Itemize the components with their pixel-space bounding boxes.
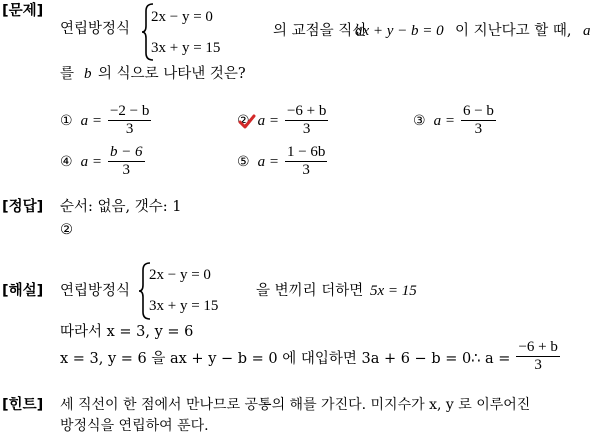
- choice-2-mark: [237, 113, 250, 129]
- solution-line3-denominator: 3: [534, 356, 542, 373]
- solution-line2: 따라서 x = 3, y = 6: [60, 324, 194, 340]
- solution-text-after-system: 을 변끼리 더하면: [256, 283, 364, 299]
- solution-line3-text: x = 3, y = 6 을 ax + y − b = 0 에 대입하면 3a + 6 − b = 0∴ a =: [60, 350, 511, 367]
- choice-1[interactable]: [60, 104, 151, 138]
- choice-4-denominator: 3: [122, 161, 130, 178]
- choice-5-numerator: 1 − 6b: [286, 144, 326, 160]
- answer-order-count: 순서: 없음, 갯수: 1: [60, 199, 182, 215]
- solution-line3: [60, 340, 560, 374]
- problem-line2-text: 의 식으로 나타낸 것은?: [98, 66, 246, 82]
- problem-var-b: b: [84, 66, 92, 82]
- choice-3[interactable]: [413, 104, 496, 138]
- choice-1-denominator: 3: [125, 120, 134, 137]
- choice-4-lhs: a =: [80, 153, 102, 170]
- solution-system-eq2: 3x + y = 15: [149, 298, 219, 314]
- answer-tag: [정답]: [2, 199, 44, 215]
- choice-4-numerator: b − 6: [109, 144, 143, 160]
- answer-value: ②: [60, 222, 73, 238]
- choice-4[interactable]: [60, 145, 145, 179]
- choice-4-mark: ④: [60, 154, 73, 170]
- problem-system-eq1: 2x − y = 0: [151, 9, 213, 25]
- solution-line3-numerator: −6 + b: [518, 339, 558, 355]
- choice-1-lhs: a =: [80, 112, 102, 129]
- choice-2-numerator: −6 + b: [286, 103, 327, 119]
- problem-line2-lead: 를: [60, 66, 75, 82]
- solution-intro: 연립방정식: [60, 283, 131, 299]
- choice-2-denominator: 3: [302, 120, 311, 137]
- check-mark-icon: [238, 114, 256, 130]
- hint-line1: 세 직선이 한 점에서 만나므로 공통의 해를 가진다. 미지수가 x, y 로 이루어진: [60, 397, 531, 413]
- choice-5-lhs: a =: [257, 153, 279, 170]
- solution-system-eq1: 2x − y = 0: [149, 267, 211, 283]
- problem-tag: [문제]: [2, 3, 44, 19]
- solution-sum-eq: 5x = 15: [370, 283, 417, 299]
- choice-1-numerator: −2 − b: [109, 103, 150, 119]
- choice-3-mark: ③: [413, 113, 426, 129]
- choice-1-mark: ①: [60, 113, 73, 129]
- choice-2-lhs: a =: [257, 112, 279, 129]
- hint-line2: 방정식을 연립하여 푼다.: [60, 418, 209, 434]
- problem-intro: 연립방정식: [60, 21, 131, 37]
- hint-tag: [힌트]: [2, 397, 44, 413]
- choice-5[interactable]: [237, 145, 327, 179]
- choice-5-mark: ⑤: [237, 154, 250, 170]
- choice-3-lhs: a =: [433, 112, 455, 129]
- choice-2-mark-glyph: ②: [237, 113, 250, 129]
- problem-system-eq2: 3x + y = 15: [151, 40, 221, 56]
- choice-2[interactable]: [237, 104, 328, 138]
- choice-3-denominator: 3: [474, 120, 483, 137]
- problem-line-equation: ax + y − b = 0: [355, 23, 444, 39]
- problem-text-end: 이 지난다고 할 때,: [455, 23, 572, 39]
- solution-tag: [해설]: [2, 283, 44, 299]
- choice-5-denominator: 3: [302, 161, 310, 178]
- problem-text-after-system: 의 교점을 직선: [273, 23, 367, 39]
- choice-3-numerator: 6 − b: [462, 103, 494, 119]
- problem-var-a: a: [583, 23, 591, 39]
